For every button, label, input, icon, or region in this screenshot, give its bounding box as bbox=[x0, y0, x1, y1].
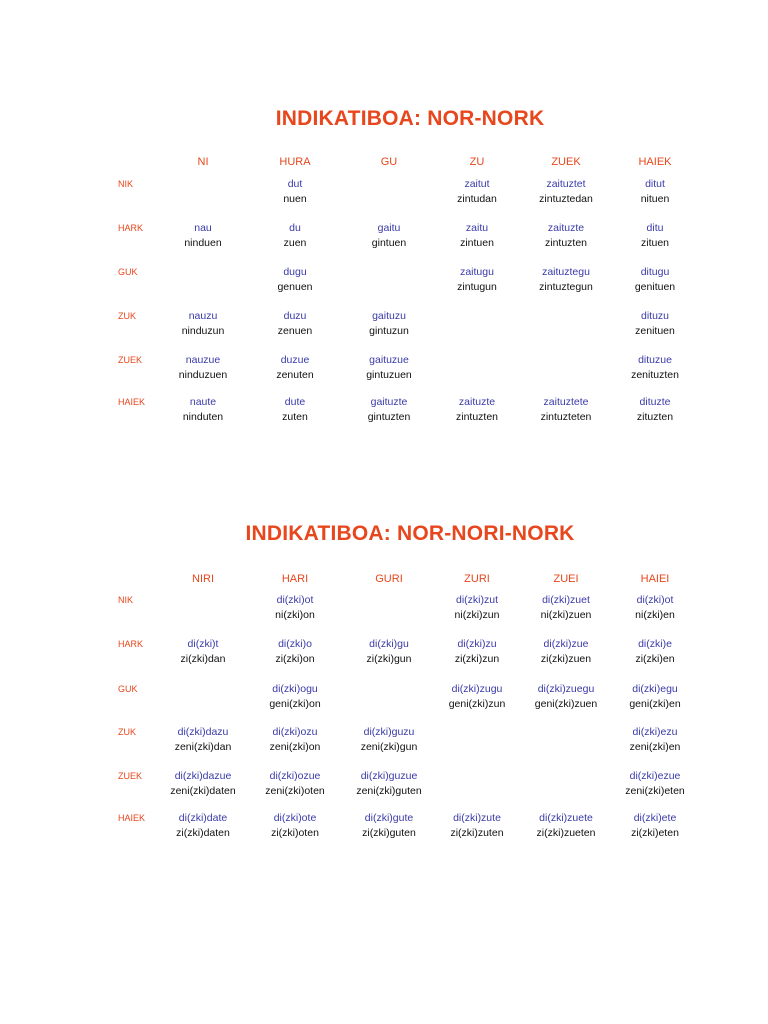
present-form: gaitu bbox=[377, 222, 401, 234]
row-label: ZUEK bbox=[118, 771, 143, 781]
past-form: nuen bbox=[283, 193, 307, 205]
past-form: zintuztegun bbox=[539, 281, 593, 293]
past-form: nituen bbox=[640, 193, 670, 205]
row-label: NIK bbox=[118, 179, 134, 189]
present-form: di(zki)e bbox=[638, 638, 672, 650]
present-form: di(zki)ezu bbox=[632, 726, 678, 738]
past-form: zeni(zki)daten bbox=[170, 785, 236, 797]
row-label: GUK bbox=[118, 267, 138, 277]
past-form: zi(zki)guten bbox=[362, 827, 416, 839]
row-label: ZUEK bbox=[118, 355, 143, 365]
present-form: di(zki)zuete bbox=[539, 812, 593, 824]
past-form: gintuzun bbox=[369, 325, 409, 337]
past-form: zenituzten bbox=[631, 369, 679, 381]
past-form: ninduen bbox=[184, 237, 222, 249]
present-form: naute bbox=[189, 396, 217, 408]
past-form: zi(zki)on bbox=[275, 653, 315, 665]
past-form: ni(zki)zuen bbox=[540, 609, 592, 621]
past-form: zi(zki)en bbox=[635, 653, 675, 665]
column-header: HAIEK bbox=[638, 156, 672, 168]
past-form: genituen bbox=[634, 281, 676, 293]
past-form: zenuen bbox=[277, 325, 313, 337]
present-form: zaituzte bbox=[458, 396, 496, 408]
present-form: zaitu bbox=[465, 222, 489, 234]
present-form: di(zki)gu bbox=[369, 638, 409, 650]
column-header: ZUEI bbox=[553, 573, 579, 585]
present-form: zaituztet bbox=[546, 178, 586, 190]
present-form: di(zki)ozu bbox=[272, 726, 318, 738]
past-form: zi(zki)zuen bbox=[540, 653, 592, 665]
conjugation-cell bbox=[600, 177, 710, 207]
present-form: nauzu bbox=[188, 310, 218, 322]
present-form: gaituzue bbox=[369, 354, 409, 366]
past-form: geni(zki)on bbox=[269, 698, 321, 710]
present-form: zaitut bbox=[464, 178, 490, 190]
present-form: di(zki)zu bbox=[457, 638, 497, 650]
present-form: di(zki)guzu bbox=[363, 726, 415, 738]
column-header: ZURI bbox=[464, 573, 490, 585]
past-form: zituzten bbox=[636, 411, 674, 423]
present-form: gaituzte bbox=[370, 396, 408, 408]
past-form: genuen bbox=[277, 281, 313, 293]
column-header: HURA bbox=[279, 156, 311, 168]
row-label: ZUK bbox=[118, 311, 136, 321]
row-label: GUK bbox=[118, 684, 138, 694]
past-form: ni(zki)zun bbox=[454, 609, 500, 621]
present-form: di(zki)ot bbox=[276, 594, 314, 606]
column-header: NIRI bbox=[192, 573, 214, 585]
past-form: ninduzun bbox=[181, 325, 225, 337]
present-form: dugu bbox=[283, 266, 307, 278]
past-form: zintudan bbox=[457, 193, 497, 205]
row-label: HAIEK bbox=[118, 397, 146, 407]
present-form: di(zki)zuet bbox=[542, 594, 590, 606]
column-header: ZUEK bbox=[551, 156, 581, 168]
conjugation-cell bbox=[600, 309, 710, 339]
present-form: di(zki)zugu bbox=[451, 683, 503, 695]
present-form: zaituztegu bbox=[542, 266, 590, 278]
present-form: ditugu bbox=[640, 266, 670, 278]
present-form: di(zki)zuegu bbox=[537, 683, 595, 695]
present-form: ditut bbox=[645, 178, 665, 190]
past-form: gintuen bbox=[371, 237, 407, 249]
past-form: zintuzten bbox=[455, 411, 499, 423]
present-form: di(zki)t bbox=[187, 638, 219, 650]
present-form: du bbox=[289, 222, 301, 234]
past-form: zi(zki)zun bbox=[454, 653, 500, 665]
present-form: di(zki)ozue bbox=[269, 770, 321, 782]
past-form: zi(zki)daten bbox=[176, 827, 230, 839]
row-label: HARK bbox=[118, 223, 144, 233]
row-label: NIK bbox=[118, 595, 134, 605]
present-form: di(zki)ezue bbox=[629, 770, 681, 782]
present-form: dituzte bbox=[639, 396, 671, 408]
past-form: zuten bbox=[282, 411, 308, 423]
row-label: ZUK bbox=[118, 727, 136, 737]
conjugation-cell bbox=[600, 593, 710, 623]
conjugation-cell bbox=[600, 221, 710, 251]
present-form: di(zki)gute bbox=[364, 812, 414, 824]
conjugation-cell bbox=[600, 682, 710, 712]
past-form: gintuzuen bbox=[366, 369, 412, 381]
past-form: zituen bbox=[640, 237, 670, 249]
conjugation-cell bbox=[600, 637, 710, 667]
present-form: di(zki)dazu bbox=[177, 726, 229, 738]
present-form: dituzue bbox=[638, 354, 672, 366]
past-form: geni(zki)zuen bbox=[534, 698, 598, 710]
present-form: di(zki)ot bbox=[636, 594, 674, 606]
past-form: zintuzten bbox=[544, 237, 588, 249]
present-form: di(zki)o bbox=[278, 638, 312, 650]
past-form: ninduten bbox=[182, 411, 224, 423]
present-form: dut bbox=[287, 178, 303, 190]
present-form: dituzu bbox=[640, 310, 670, 322]
conjugation-cell bbox=[600, 265, 710, 295]
past-form: zi(zki)zueten bbox=[536, 827, 596, 839]
past-form: zi(zki)zuten bbox=[450, 827, 504, 839]
present-form: di(zki)guzue bbox=[360, 770, 418, 782]
present-form: di(zki)zue bbox=[543, 638, 589, 650]
column-header: ZU bbox=[469, 156, 485, 168]
conjugation-cell bbox=[600, 769, 710, 799]
past-form: zintuzteten bbox=[540, 411, 592, 423]
column-header: HARI bbox=[281, 573, 309, 585]
conjugation-cell bbox=[600, 353, 710, 383]
past-form: zenituen bbox=[635, 325, 675, 337]
past-form: zintugun bbox=[457, 281, 497, 293]
past-form: zeni(zki)en bbox=[629, 741, 681, 753]
present-form: zaituztete bbox=[543, 396, 589, 408]
past-form: zeni(zki)gun bbox=[360, 741, 418, 753]
present-form: di(zki)date bbox=[178, 812, 228, 824]
conjugation-cell bbox=[600, 811, 710, 841]
present-form: duzu bbox=[283, 310, 307, 322]
present-form: zaituzte bbox=[547, 222, 585, 234]
past-form: ni(zki)en bbox=[635, 609, 675, 621]
row-label: HAIEK bbox=[118, 813, 146, 823]
past-form: zeni(zki)oten bbox=[265, 785, 325, 797]
column-header: NI bbox=[197, 156, 209, 168]
present-form: di(zki)ote bbox=[273, 812, 317, 824]
past-form: zi(zki)dan bbox=[180, 653, 226, 665]
past-form: zeni(zki)dan bbox=[174, 741, 232, 753]
past-form: geni(zki)zun bbox=[448, 698, 506, 710]
past-form: ni(zki)on bbox=[275, 609, 315, 621]
present-form: di(zki)dazue bbox=[174, 770, 232, 782]
present-form: ditu bbox=[646, 222, 664, 234]
past-form: gintuzten bbox=[367, 411, 411, 423]
past-form: zeni(zki)eten bbox=[625, 785, 685, 797]
present-form: di(zki)ogu bbox=[272, 683, 318, 695]
present-form: duzue bbox=[280, 354, 310, 366]
past-form: zenuten bbox=[276, 369, 314, 381]
row-label: HARK bbox=[118, 639, 144, 649]
conjugation-cell bbox=[600, 395, 710, 425]
table-title: INDIKATIBOA: NOR-NORK bbox=[275, 107, 545, 130]
present-form: di(zki)zute bbox=[453, 812, 501, 824]
present-form: gaituzu bbox=[372, 310, 406, 322]
past-form: zi(zki)oten bbox=[271, 827, 319, 839]
present-form: nau bbox=[194, 222, 212, 234]
past-form: geni(zki)en bbox=[629, 698, 681, 710]
past-form: zuen bbox=[283, 237, 307, 249]
past-form: zintuztedan bbox=[539, 193, 593, 205]
past-form: zi(zki)eten bbox=[631, 827, 679, 839]
past-form: ninduzuen bbox=[178, 369, 228, 381]
column-header: GU bbox=[380, 156, 398, 168]
present-form: di(zki)ete bbox=[633, 812, 677, 824]
present-form: dute bbox=[284, 396, 306, 408]
present-form: nauzue bbox=[185, 354, 221, 366]
table-title: INDIKATIBOA: NOR-NORI-NORK bbox=[245, 522, 575, 545]
past-form: zintuen bbox=[460, 237, 494, 249]
present-form: zaitugu bbox=[460, 266, 494, 278]
past-form: zi(zki)gun bbox=[366, 653, 412, 665]
conjugation-cell bbox=[600, 725, 710, 755]
past-form: zeni(zki)guten bbox=[356, 785, 422, 797]
present-form: di(zki)zut bbox=[455, 594, 498, 606]
past-form: zeni(zki)on bbox=[269, 741, 321, 753]
column-header: GURI bbox=[375, 573, 403, 585]
present-form: di(zki)egu bbox=[632, 683, 678, 695]
column-header: HAIEI bbox=[640, 573, 670, 585]
